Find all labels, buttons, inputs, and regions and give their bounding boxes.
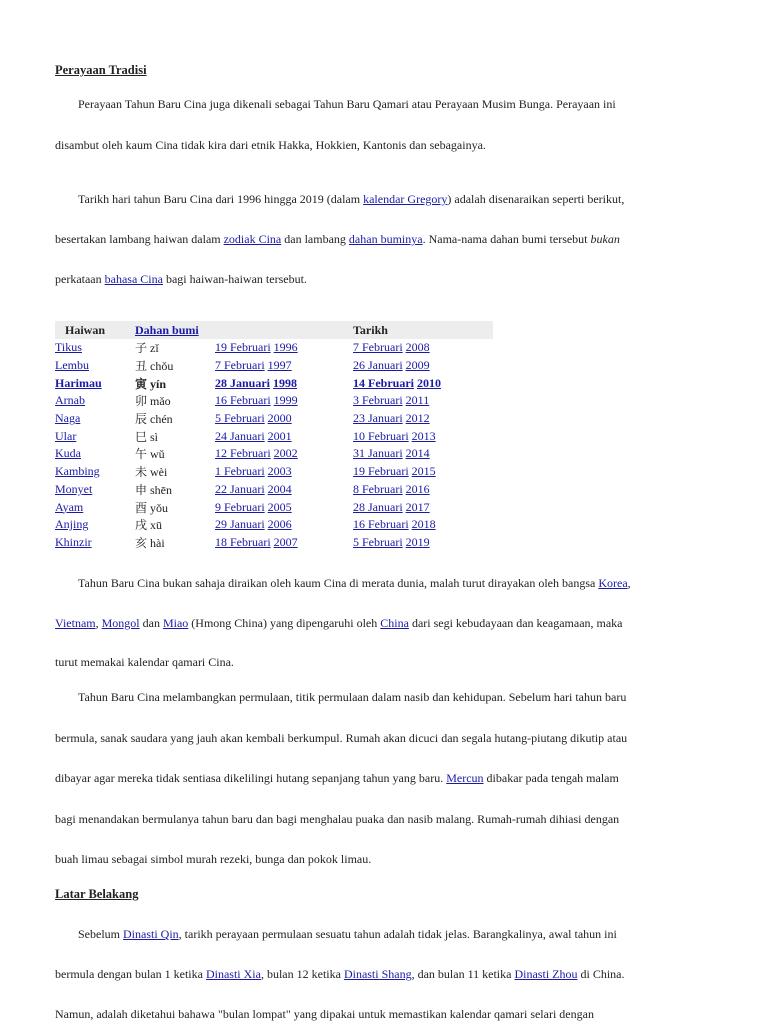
cell-date-1[interactable] (215, 374, 353, 392)
table-row (55, 427, 493, 445)
link-year-2[interactable]: 2017 (405, 499, 430, 514)
link-dinasti-shang[interactable]: Dinasti Shang (343, 967, 412, 981)
section-heading-latar-belakang: Latar Belakang (55, 887, 139, 901)
table-row (55, 392, 493, 410)
cell-date-2[interactable] (353, 374, 493, 392)
link-year-2[interactable]: 2011 (405, 393, 430, 408)
paragraph-3-line-3: turut memakai kalendar qamari Cina. (55, 655, 234, 669)
cell-branch: 辰 chén (135, 412, 173, 427)
text: dari segi kebudayaan dan keagamaan, maka (408, 616, 623, 630)
link-year-2[interactable]: 2010 (417, 375, 441, 390)
text: Tarikh hari tahun Baru Cina dari 1996 hingga 2019 (dalam (78, 192, 364, 206)
italic-bukan: bukan (590, 232, 620, 246)
cell-date-2[interactable] (353, 463, 493, 481)
link-date-1[interactable]: 29 Januari (215, 517, 265, 532)
link-date-2[interactable]: 16 Februari (353, 517, 409, 532)
cell-date-2[interactable] (353, 516, 493, 534)
text: bermula dengan bulan 1 ketika (55, 967, 206, 981)
cell-date-2[interactable] (353, 410, 493, 428)
cell-branch: 未 wèi (135, 465, 168, 480)
link-animal[interactable]: Naga (55, 411, 81, 426)
table-row (55, 410, 493, 428)
link-zodiak-cina[interactable]: zodiak Cina (223, 232, 282, 246)
link-china[interactable]: China (380, 616, 409, 630)
cell-date-1[interactable] (215, 357, 353, 375)
cell-animal[interactable] (55, 357, 135, 375)
link-miao[interactable]: Miao (162, 616, 189, 630)
link-year-1[interactable]: 1998 (273, 375, 298, 390)
text: perkataan (55, 272, 105, 286)
link-date-1[interactable]: 5 Februari (215, 411, 265, 426)
link-date-1[interactable]: 1 Februari (215, 464, 265, 479)
cell-animal[interactable] (55, 427, 135, 445)
link-animal[interactable]: Kuda (55, 446, 81, 461)
link-year-1[interactable]: 2003 (267, 464, 292, 479)
cell-date-2[interactable] (353, 534, 493, 552)
text: besertakan lambang haiwan dalam (55, 232, 224, 246)
cell-animal[interactable] (55, 374, 135, 392)
header-tarikh: Tarikh (353, 321, 493, 339)
cell-date-1[interactable] (215, 516, 353, 534)
link-date-2[interactable]: 19 Februari (353, 464, 409, 479)
text: , (95, 616, 102, 630)
link-date-2[interactable]: 3 Februari (353, 393, 403, 408)
text: Sebelum (78, 927, 123, 941)
cell-date-2[interactable] (353, 445, 493, 463)
link-animal[interactable]: Harimau (55, 375, 102, 390)
link-year-1[interactable]: 2002 (273, 446, 298, 461)
paragraph-3-line-2 (55, 616, 623, 631)
link-date-2[interactable]: 5 Februari (353, 534, 403, 549)
link-animal[interactable]: Ayam (55, 499, 84, 514)
table-row (55, 445, 493, 463)
link-date-2[interactable]: 23 Januari (353, 411, 403, 426)
text: bagi haiwan-haiwan tersebut. (162, 272, 307, 286)
table-row (55, 339, 493, 357)
cell-branch: 酉 yǒu (135, 500, 169, 515)
text: dibayar agar mereka tidak sentiasa dikelilingi hutang sepanjang tahun yang baru. (55, 771, 447, 785)
cell-date-2[interactable] (353, 481, 493, 499)
text: Tahun Baru Cina bukan sahaja diraikan oleh kaum Cina di merata dunia, malah turut dirayakan oleh bangsa (78, 576, 599, 590)
link-dahan-bumi[interactable]: Dahan bumi (135, 322, 199, 337)
header-dahan-bumi[interactable] (135, 321, 215, 339)
text: . Nama-nama dahan bumi tersebut (422, 232, 591, 246)
cell-date-1[interactable] (215, 534, 353, 552)
link-animal[interactable]: Monyet (55, 481, 93, 496)
link-year-1[interactable]: 2004 (267, 481, 292, 496)
paragraph-4-line-5: buah limau sebagai simbol murah rezeki, bunga dan pokok limau. (55, 852, 372, 866)
link-year-1[interactable]: 2005 (267, 499, 292, 514)
cell-branch: 子 zǐ (135, 341, 159, 356)
cell-date-1[interactable] (215, 392, 353, 410)
link-date-1[interactable]: 22 Januari (215, 481, 265, 496)
cell-animal[interactable] (55, 481, 135, 499)
link-year-2[interactable]: 2018 (411, 517, 436, 532)
link-dinasti-qin[interactable]: Dinasti Qin (123, 927, 179, 941)
text: , dan bulan 11 ketika (411, 967, 515, 981)
link-year-2[interactable]: 2015 (411, 464, 436, 479)
link-year-2[interactable]: 2009 (405, 358, 430, 373)
table-row (55, 481, 493, 499)
cell-animal[interactable] (55, 392, 135, 410)
cell-branch: 寅 yín (135, 376, 167, 391)
paragraph-3-line-1 (78, 576, 631, 591)
cell-date-1[interactable] (215, 339, 353, 357)
cell-animal[interactable] (55, 410, 135, 428)
link-date-1[interactable]: 19 Februari (215, 340, 271, 355)
link-mercun[interactable]: Mercun (446, 771, 484, 785)
link-year-1[interactable]: 2007 (273, 534, 298, 549)
link-animal[interactable]: Khinzir (55, 534, 92, 549)
cell-branch: 申 shēn (135, 482, 172, 497)
link-year-2[interactable]: 2013 (411, 428, 436, 443)
link-animal[interactable]: Kambing (55, 464, 100, 479)
paragraph-5-line-2 (55, 967, 624, 982)
paragraph-4-line-1: Tahun Baru Cina melambangkan permulaan, titik permulaan dalam nasib dan kehidupan. Sebelum hari tahun baru (78, 690, 627, 704)
text: dibakar pada tengah malam (483, 771, 619, 785)
text: dan lambang (281, 232, 349, 246)
section-heading-perayaan-tradisi: Perayaan Tradisi (55, 63, 147, 77)
cell-date-2[interactable] (353, 357, 493, 375)
text: di China. (577, 967, 625, 981)
cell-animal[interactable] (55, 445, 135, 463)
cell-date-2[interactable] (353, 392, 493, 410)
link-year-2[interactable]: 2016 (405, 481, 430, 496)
cell-date-2[interactable] (353, 498, 493, 516)
link-kalendar-gregory[interactable]: kalendar Gregory (363, 192, 448, 206)
cell-branch: 丑 chǒu (135, 359, 174, 374)
table-row (55, 498, 493, 516)
paragraph-2-line-1 (78, 192, 624, 207)
link-date-2[interactable]: 26 Januari (353, 358, 403, 373)
cell-date-1[interactable] (215, 498, 353, 516)
paragraph-1-line-2: disambut oleh kaum Cina tidak kira dari etnik Hakka, Hokkien, Kantonis dan sebagainya. (55, 138, 486, 152)
link-bahasa-cina[interactable]: bahasa Cina (104, 272, 163, 286)
link-animal[interactable]: Arnab (55, 393, 85, 408)
link-year-2[interactable]: 2014 (405, 446, 430, 461)
link-date-2[interactable]: 31 Januari (353, 446, 403, 461)
cell-animal[interactable] (55, 534, 135, 552)
cell-date-2[interactable] (353, 339, 493, 357)
cell-branch: 亥 hài (135, 535, 165, 550)
table-row (55, 463, 493, 481)
link-animal[interactable]: Ular (55, 428, 77, 443)
text: , (627, 576, 631, 590)
link-year-1[interactable]: 1996 (273, 340, 298, 355)
cell-date-1[interactable] (215, 410, 353, 428)
paragraph-5-line-3: Namun, adalah diketahui bahawa "bulan lompat" yang dipakai untuk memastikan kalendar qamari selari dengan (55, 1007, 594, 1021)
cell-branch: 巳 sì (135, 429, 159, 444)
header-spacer (215, 321, 353, 339)
cell-animal[interactable] (55, 516, 135, 534)
link-year-2[interactable]: 2008 (405, 340, 430, 355)
table-header-row (55, 321, 493, 339)
link-animal[interactable]: Tikus (55, 340, 82, 355)
paragraph-1-line-1: Perayaan Tahun Baru Cina juga dikenali sebagai Tahun Baru Qamari atau Perayaan Musim Bunga. Perayaan ini (78, 97, 616, 111)
paragraph-4-line-2: bermula, sanak saudara yang jauh akan kembali berkumpul. Rumah akan dicuci dan segala hutang-piutang dikutip atau (55, 731, 628, 745)
link-date-1[interactable]: 16 Februari (215, 393, 271, 408)
link-year-1[interactable]: 2006 (267, 517, 292, 532)
cell-branch: 午 wǔ (135, 447, 165, 462)
link-korea[interactable]: Korea (598, 576, 628, 590)
link-year-1[interactable]: 2000 (267, 411, 292, 426)
table-row (55, 357, 493, 375)
link-date-2[interactable]: 28 Januari (353, 499, 403, 514)
text: , bulan 12 ketika (260, 967, 344, 981)
link-date-2[interactable]: 14 Februari (353, 375, 414, 390)
cell-date-1[interactable] (215, 463, 353, 481)
text: ) adalah disenaraikan seperti berikut, (447, 192, 625, 206)
link-animal[interactable]: Anjing (55, 517, 89, 532)
text: (Hmong China) yang dipengaruhi oleh (188, 616, 381, 630)
link-date-2[interactable]: 10 Februari (353, 428, 409, 443)
paragraph-5-line-1 (78, 927, 617, 942)
paragraph-4-line-4: bagi menandakan bermulanya tahun baru dan bagi menghalau puaka dan nasib malang. Rumah-rumah dihiasi dengan (55, 812, 620, 826)
text: dan (139, 616, 163, 630)
link-date-1[interactable]: 28 Januari (215, 375, 271, 390)
header-haiwan: Haiwan (55, 321, 135, 339)
link-date-1[interactable]: 18 Februari (215, 534, 271, 549)
link-dinasti-zhou[interactable]: Dinasti Zhou (514, 967, 578, 981)
cell-date-1[interactable] (215, 427, 353, 445)
cell-date-2[interactable] (353, 427, 493, 445)
paragraph-4-line-3 (55, 771, 619, 786)
link-date-1[interactable]: 12 Februari (215, 446, 271, 461)
cell-branch: 卯 mǎo (135, 394, 171, 409)
link-year-1[interactable]: 1999 (273, 393, 298, 408)
link-date-1[interactable]: 24 Januari (215, 428, 265, 443)
cell-branch: 戌 xū (135, 518, 163, 533)
cell-animal[interactable] (55, 498, 135, 516)
link-date-2[interactable]: 7 Februari (353, 340, 403, 355)
link-date-1[interactable]: 9 Februari (215, 499, 265, 514)
link-animal[interactable]: Lembu (55, 358, 89, 373)
link-year-1[interactable]: 2001 (267, 428, 292, 443)
link-dahan-buminya[interactable]: dahan buminya (348, 232, 423, 246)
cell-date-1[interactable] (215, 445, 353, 463)
cell-date-1[interactable] (215, 481, 353, 499)
link-mongol[interactable]: Mongol (101, 616, 140, 630)
link-vietnam[interactable]: Vietnam (55, 616, 96, 630)
link-dinasti-xia[interactable]: Dinasti Xia (205, 967, 261, 981)
table-row (55, 516, 493, 534)
link-year-2[interactable]: 2019 (405, 534, 430, 549)
table-row (55, 534, 493, 552)
link-date-2[interactable]: 8 Februari (353, 481, 403, 496)
cell-animal[interactable] (55, 463, 135, 481)
link-date-1[interactable]: 7 Februari (215, 358, 265, 373)
link-year-2[interactable]: 2012 (405, 411, 430, 426)
link-year-1[interactable]: 1997 (267, 358, 292, 373)
zodiac-table (55, 321, 493, 551)
cell-animal[interactable] (55, 339, 135, 357)
paragraph-2-line-2 (55, 232, 620, 247)
table-row (55, 374, 493, 392)
paragraph-2-line-3 (55, 272, 307, 287)
text: , tarikh perayaan permulaan sesuatu tahun adalah tidak jelas. Barangkalinya, awal tahun ini (178, 927, 617, 941)
